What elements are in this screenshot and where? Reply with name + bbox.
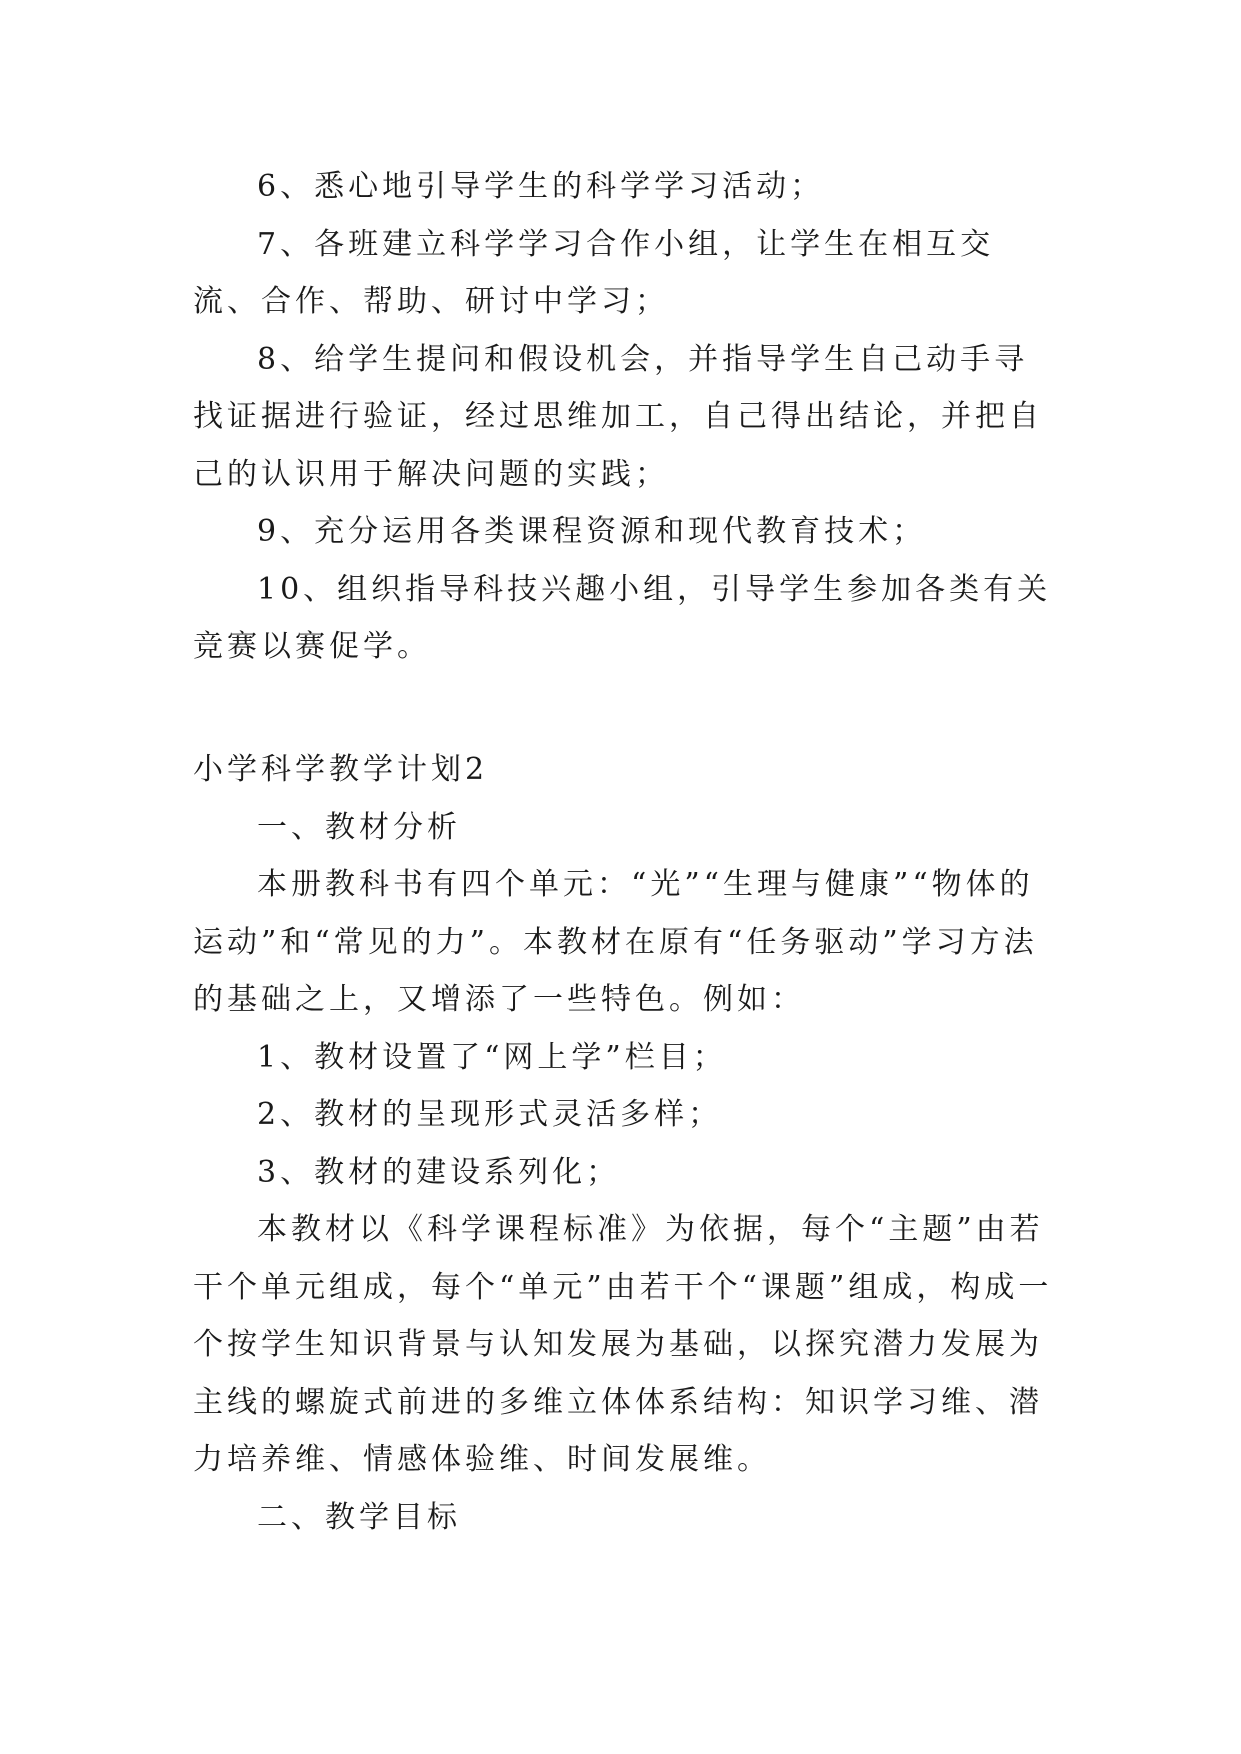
paragraph-item-6: 6、悉心地引导学生的科学学习活动； bbox=[257, 169, 825, 204]
paragraph-feature-3: 3、教材的建设系列化； bbox=[257, 1154, 621, 1190]
paragraph-item-7: 7、各班建立科学学习合作小组，让学生在相互交流、合作、帮助、研讨中学习； bbox=[193, 226, 995, 319]
section-2 bbox=[193, 741, 1053, 1546]
paragraph-item-10: 10、组织指导科技兴趣小组，引导学生参加各类有关竞赛以赛促学。 bbox=[193, 571, 1052, 664]
heading-textbook-analysis: 一、教材分析 bbox=[257, 809, 461, 845]
section-1-continuation bbox=[193, 158, 1053, 676]
paragraph-item-8: 8、给学生提问和假设机会，并指导学生自己动手寻找证据进行验证，经过思维加工，自己得出结论，并把自己的认识用于解决问题的实践； bbox=[193, 341, 1043, 492]
paragraph-structure: 本教材以《科学课程标准》为依据，每个“主题”由若干个单元组成，每个“单元”由若干个“课题”组成，构成一个按学生知识背景与认知发展为基础，以探究潜力发展为主线的螺旋式前进的多维立体体系结构：知识学习维、潜力培养维、情感体验维、时间发展维。 bbox=[193, 1212, 1053, 1477]
paragraph-item-9: 9、充分运用各类课程资源和现代教育技术； bbox=[257, 514, 927, 549]
paragraph-feature-1: 1、教材设置了“网上学”栏目； bbox=[257, 1039, 727, 1075]
paragraph-feature-2: 2、教材的呈现形式灵活多样； bbox=[257, 1097, 723, 1132]
section-title: 小学科学教学计划2 bbox=[193, 752, 489, 787]
heading-teaching-goals: 二、教学目标 bbox=[257, 1499, 461, 1535]
paragraph-textbook-intro: 本册教科书有四个单元：“光”“生理与健康”“物体的运动”和“常见的力”。本教材在原有“任务驱动”学习方法的基础之上，又增添了一些特色。例如： bbox=[193, 867, 1038, 1017]
